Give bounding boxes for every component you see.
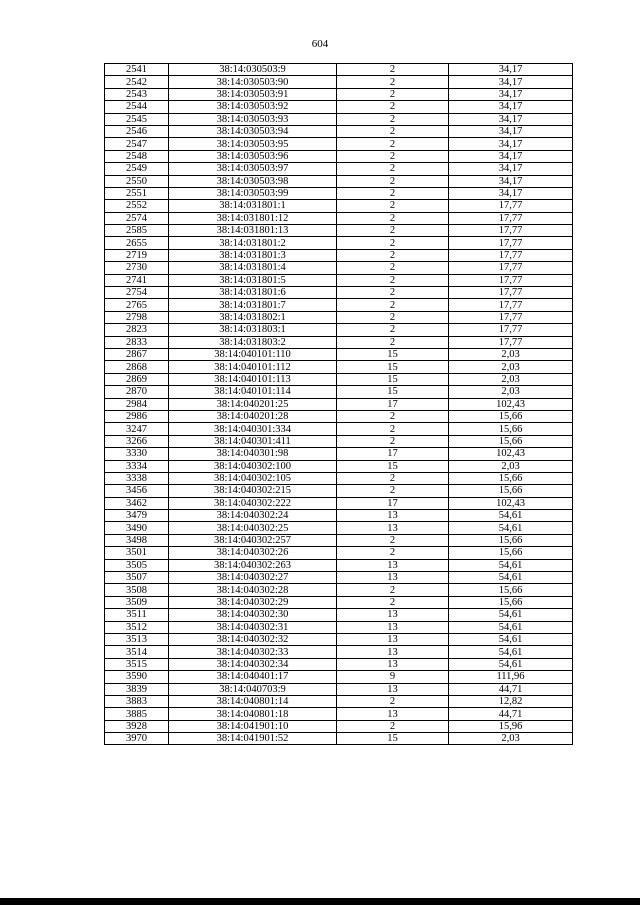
row-number-cell: 3883 xyxy=(105,695,169,707)
row-number-cell: 2544 xyxy=(105,101,169,113)
value-cell: 2,03 xyxy=(449,386,573,398)
row-number-cell: 3512 xyxy=(105,621,169,633)
row-number-cell: 2549 xyxy=(105,163,169,175)
cadastral-number-cell: 38:14:040101:114 xyxy=(169,386,337,398)
row-number-cell: 3490 xyxy=(105,522,169,534)
category-cell: 15 xyxy=(337,361,449,373)
table-row xyxy=(105,76,573,88)
category-cell: 2 xyxy=(337,125,449,137)
value-cell: 15,66 xyxy=(449,485,573,497)
row-number-cell: 3479 xyxy=(105,510,169,522)
value-cell: 54,61 xyxy=(449,572,573,584)
value-cell: 102,43 xyxy=(449,497,573,509)
row-number-cell: 3247 xyxy=(105,423,169,435)
row-number-cell: 2823 xyxy=(105,324,169,336)
cadastral-number-cell: 38:14:031801:4 xyxy=(169,262,337,274)
cadastral-register-table xyxy=(104,63,573,745)
table-row xyxy=(105,348,573,360)
row-number-cell: 2541 xyxy=(105,64,169,76)
row-number-cell: 2798 xyxy=(105,311,169,323)
value-cell: 2,03 xyxy=(449,460,573,472)
category-cell: 13 xyxy=(337,658,449,670)
table-row xyxy=(105,609,573,621)
table-row xyxy=(105,733,573,745)
table-row xyxy=(105,572,573,584)
table-row xyxy=(105,237,573,249)
value-cell: 15,66 xyxy=(449,547,573,559)
cadastral-number-cell: 38:14:041901:52 xyxy=(169,733,337,745)
table-row xyxy=(105,88,573,100)
row-number-cell: 3505 xyxy=(105,559,169,571)
row-number-cell: 3334 xyxy=(105,460,169,472)
row-number-cell: 3928 xyxy=(105,720,169,732)
value-cell: 15,96 xyxy=(449,720,573,732)
value-cell: 34,17 xyxy=(449,138,573,150)
value-cell: 17,77 xyxy=(449,200,573,212)
category-cell: 2 xyxy=(337,534,449,546)
row-number-cell: 3330 xyxy=(105,448,169,460)
table-body xyxy=(105,64,573,745)
table-row xyxy=(105,522,573,534)
cadastral-number-cell: 38:14:030503:91 xyxy=(169,88,337,100)
table-row xyxy=(105,386,573,398)
cadastral-number-cell: 38:14:031801:5 xyxy=(169,274,337,286)
value-cell: 17,77 xyxy=(449,324,573,336)
category-cell: 2 xyxy=(337,138,449,150)
cadastral-number-cell: 38:14:030503:92 xyxy=(169,101,337,113)
cadastral-number-cell: 38:14:040703:9 xyxy=(169,683,337,695)
cadastral-number-cell: 38:14:040301:411 xyxy=(169,435,337,447)
cadastral-number-cell: 38:14:040302:263 xyxy=(169,559,337,571)
value-cell: 17,77 xyxy=(449,225,573,237)
value-cell: 34,17 xyxy=(449,88,573,100)
cadastral-number-cell: 38:14:030503:95 xyxy=(169,138,337,150)
value-cell: 2,03 xyxy=(449,733,573,745)
cadastral-number-cell: 38:14:031803:1 xyxy=(169,324,337,336)
category-cell: 2 xyxy=(337,472,449,484)
value-cell: 111,96 xyxy=(449,671,573,683)
table-row xyxy=(105,448,573,460)
category-cell: 2 xyxy=(337,175,449,187)
row-number-cell: 2868 xyxy=(105,361,169,373)
cadastral-number-cell: 38:14:030503:99 xyxy=(169,187,337,199)
cadastral-number-cell: 38:14:030503:90 xyxy=(169,76,337,88)
value-cell: 15,66 xyxy=(449,472,573,484)
table-row xyxy=(105,559,573,571)
category-cell: 2 xyxy=(337,299,449,311)
row-number-cell: 3338 xyxy=(105,472,169,484)
cadastral-number-cell: 38:14:031801:2 xyxy=(169,237,337,249)
table-row xyxy=(105,150,573,162)
table-row xyxy=(105,138,573,150)
table-row xyxy=(105,646,573,658)
cadastral-number-cell: 38:14:031802:1 xyxy=(169,311,337,323)
row-number-cell: 3266 xyxy=(105,435,169,447)
value-cell: 15,66 xyxy=(449,534,573,546)
cadastral-number-cell: 38:14:040302:100 xyxy=(169,460,337,472)
table-row xyxy=(105,460,573,472)
table-row xyxy=(105,658,573,670)
cadastral-number-cell: 38:14:031801:3 xyxy=(169,249,337,261)
row-number-cell: 2719 xyxy=(105,249,169,261)
table-row xyxy=(105,113,573,125)
category-cell: 2 xyxy=(337,435,449,447)
category-cell: 13 xyxy=(337,510,449,522)
category-cell: 2 xyxy=(337,64,449,76)
category-cell: 2 xyxy=(337,187,449,199)
category-cell: 2 xyxy=(337,336,449,348)
row-number-cell: 3970 xyxy=(105,733,169,745)
category-cell: 2 xyxy=(337,150,449,162)
category-cell: 2 xyxy=(337,113,449,125)
cadastral-number-cell: 38:14:040302:26 xyxy=(169,547,337,559)
value-cell: 102,43 xyxy=(449,398,573,410)
cadastral-number-cell: 38:14:040801:14 xyxy=(169,695,337,707)
cadastral-number-cell: 38:14:040101:113 xyxy=(169,373,337,385)
row-number-cell: 3508 xyxy=(105,584,169,596)
value-cell: 17,77 xyxy=(449,336,573,348)
table-row xyxy=(105,101,573,113)
value-cell: 34,17 xyxy=(449,175,573,187)
page-number: 604 xyxy=(311,38,329,50)
category-cell: 2 xyxy=(337,311,449,323)
row-number-cell: 2870 xyxy=(105,386,169,398)
row-number-cell: 2543 xyxy=(105,88,169,100)
category-cell: 9 xyxy=(337,671,449,683)
category-cell: 13 xyxy=(337,559,449,571)
value-cell: 15,66 xyxy=(449,423,573,435)
value-cell: 44,71 xyxy=(449,708,573,720)
row-number-cell: 2551 xyxy=(105,187,169,199)
value-cell: 54,61 xyxy=(449,510,573,522)
table-row xyxy=(105,423,573,435)
table-row xyxy=(105,125,573,137)
table-row xyxy=(105,373,573,385)
cadastral-number-cell: 38:14:040201:28 xyxy=(169,410,337,422)
cadastral-number-cell: 38:14:031801:12 xyxy=(169,212,337,224)
category-cell: 13 xyxy=(337,572,449,584)
category-cell: 2 xyxy=(337,720,449,732)
category-cell: 2 xyxy=(337,485,449,497)
category-cell: 13 xyxy=(337,708,449,720)
category-cell: 2 xyxy=(337,88,449,100)
cadastral-number-cell: 38:14:040302:222 xyxy=(169,497,337,509)
row-number-cell: 3507 xyxy=(105,572,169,584)
row-number-cell: 2585 xyxy=(105,225,169,237)
table-row xyxy=(105,299,573,311)
table-row xyxy=(105,324,573,336)
category-cell: 2 xyxy=(337,76,449,88)
category-cell: 13 xyxy=(337,609,449,621)
category-cell: 13 xyxy=(337,646,449,658)
scan-bottom-edge xyxy=(0,898,640,905)
table-row xyxy=(105,534,573,546)
row-number-cell: 3515 xyxy=(105,658,169,670)
cadastral-number-cell: 38:14:040302:29 xyxy=(169,596,337,608)
value-cell: 54,61 xyxy=(449,633,573,645)
value-cell: 54,61 xyxy=(449,522,573,534)
value-cell: 54,61 xyxy=(449,658,573,670)
value-cell: 17,77 xyxy=(449,262,573,274)
cadastral-number-cell: 38:14:031801:7 xyxy=(169,299,337,311)
value-cell: 34,17 xyxy=(449,64,573,76)
category-cell: 15 xyxy=(337,460,449,472)
table-row xyxy=(105,225,573,237)
table-row xyxy=(105,175,573,187)
cadastral-number-cell: 38:14:040302:32 xyxy=(169,633,337,645)
cadastral-number-cell: 38:14:030503:93 xyxy=(169,113,337,125)
category-cell: 2 xyxy=(337,163,449,175)
table-row xyxy=(105,633,573,645)
row-number-cell: 3839 xyxy=(105,683,169,695)
category-cell: 2 xyxy=(337,547,449,559)
category-cell: 15 xyxy=(337,373,449,385)
table-row xyxy=(105,584,573,596)
category-cell: 13 xyxy=(337,633,449,645)
cadastral-number-cell: 38:14:040101:110 xyxy=(169,348,337,360)
cadastral-number-cell: 38:14:040302:34 xyxy=(169,658,337,670)
row-number-cell: 2545 xyxy=(105,113,169,125)
value-cell: 34,17 xyxy=(449,76,573,88)
category-cell: 2 xyxy=(337,249,449,261)
row-number-cell: 2730 xyxy=(105,262,169,274)
category-cell: 2 xyxy=(337,200,449,212)
cadastral-number-cell: 38:14:030503:9 xyxy=(169,64,337,76)
category-cell: 2 xyxy=(337,101,449,113)
table-row xyxy=(105,720,573,732)
value-cell: 17,77 xyxy=(449,299,573,311)
cadastral-number-cell: 38:14:040302:31 xyxy=(169,621,337,633)
value-cell: 34,17 xyxy=(449,113,573,125)
table-row xyxy=(105,485,573,497)
row-number-cell: 2546 xyxy=(105,125,169,137)
value-cell: 17,77 xyxy=(449,212,573,224)
table-row xyxy=(105,200,573,212)
cadastral-number-cell: 38:14:040302:30 xyxy=(169,609,337,621)
table-row xyxy=(105,497,573,509)
row-number-cell: 3514 xyxy=(105,646,169,658)
cadastral-number-cell: 38:14:040301:98 xyxy=(169,448,337,460)
value-cell: 102,43 xyxy=(449,448,573,460)
category-cell: 15 xyxy=(337,386,449,398)
value-cell: 15,66 xyxy=(449,596,573,608)
cadastral-number-cell: 38:14:040302:33 xyxy=(169,646,337,658)
row-number-cell: 3498 xyxy=(105,534,169,546)
category-cell: 2 xyxy=(337,584,449,596)
table-row xyxy=(105,361,573,373)
table-row xyxy=(105,64,573,76)
cadastral-number-cell: 38:14:040301:334 xyxy=(169,423,337,435)
cadastral-number-cell: 38:14:040201:25 xyxy=(169,398,337,410)
row-number-cell: 2754 xyxy=(105,287,169,299)
category-cell: 2 xyxy=(337,596,449,608)
value-cell: 34,17 xyxy=(449,187,573,199)
cadastral-number-cell: 38:14:031801:6 xyxy=(169,287,337,299)
value-cell: 2,03 xyxy=(449,373,573,385)
row-number-cell: 2869 xyxy=(105,373,169,385)
value-cell: 17,77 xyxy=(449,287,573,299)
row-number-cell: 2833 xyxy=(105,336,169,348)
value-cell: 15,66 xyxy=(449,410,573,422)
table-row xyxy=(105,596,573,608)
row-number-cell: 3513 xyxy=(105,633,169,645)
row-number-cell: 3511 xyxy=(105,609,169,621)
row-number-cell: 2542 xyxy=(105,76,169,88)
value-cell: 2,03 xyxy=(449,361,573,373)
row-number-cell: 3462 xyxy=(105,497,169,509)
row-number-cell: 2552 xyxy=(105,200,169,212)
value-cell: 2,03 xyxy=(449,348,573,360)
table-row xyxy=(105,336,573,348)
table-row xyxy=(105,311,573,323)
table-row xyxy=(105,262,573,274)
table-row xyxy=(105,274,573,286)
cadastral-number-cell: 38:14:040302:28 xyxy=(169,584,337,596)
cadastral-number-cell: 38:14:031803:2 xyxy=(169,336,337,348)
row-number-cell: 2765 xyxy=(105,299,169,311)
table-row xyxy=(105,621,573,633)
table-row xyxy=(105,435,573,447)
cadastral-number-cell: 38:14:040302:24 xyxy=(169,510,337,522)
table-row xyxy=(105,187,573,199)
table-row xyxy=(105,287,573,299)
row-number-cell: 2548 xyxy=(105,150,169,162)
row-number-cell: 2655 xyxy=(105,237,169,249)
row-number-cell: 2547 xyxy=(105,138,169,150)
value-cell: 54,61 xyxy=(449,621,573,633)
category-cell: 2 xyxy=(337,225,449,237)
cadastral-number-cell: 38:14:040302:257 xyxy=(169,534,337,546)
category-cell: 2 xyxy=(337,410,449,422)
cadastral-number-cell: 38:14:040302:215 xyxy=(169,485,337,497)
category-cell: 2 xyxy=(337,212,449,224)
value-cell: 15,66 xyxy=(449,435,573,447)
table-row xyxy=(105,249,573,261)
cadastral-number-cell: 38:14:040302:25 xyxy=(169,522,337,534)
category-cell: 13 xyxy=(337,683,449,695)
table-row xyxy=(105,212,573,224)
cadastral-number-cell: 38:14:030503:94 xyxy=(169,125,337,137)
row-number-cell: 3501 xyxy=(105,547,169,559)
category-cell: 15 xyxy=(337,348,449,360)
table-row xyxy=(105,683,573,695)
row-number-cell: 2741 xyxy=(105,274,169,286)
cadastral-number-cell: 38:14:040101:112 xyxy=(169,361,337,373)
table-row xyxy=(105,410,573,422)
category-cell: 2 xyxy=(337,274,449,286)
category-cell: 13 xyxy=(337,621,449,633)
category-cell: 17 xyxy=(337,398,449,410)
value-cell: 54,61 xyxy=(449,646,573,658)
value-cell: 34,17 xyxy=(449,163,573,175)
row-number-cell: 2984 xyxy=(105,398,169,410)
category-cell: 17 xyxy=(337,448,449,460)
value-cell: 44,71 xyxy=(449,683,573,695)
row-number-cell: 3885 xyxy=(105,708,169,720)
category-cell: 2 xyxy=(337,262,449,274)
cadastral-number-cell: 38:14:040801:18 xyxy=(169,708,337,720)
row-number-cell: 3456 xyxy=(105,485,169,497)
cadastral-number-cell: 38:14:040401:17 xyxy=(169,671,337,683)
row-number-cell: 2550 xyxy=(105,175,169,187)
category-cell: 2 xyxy=(337,695,449,707)
row-number-cell: 2867 xyxy=(105,348,169,360)
cadastral-number-cell: 38:14:040302:105 xyxy=(169,472,337,484)
category-cell: 2 xyxy=(337,237,449,249)
category-cell: 2 xyxy=(337,423,449,435)
category-cell: 15 xyxy=(337,733,449,745)
row-number-cell: 3509 xyxy=(105,596,169,608)
value-cell: 34,17 xyxy=(449,150,573,162)
category-cell: 17 xyxy=(337,497,449,509)
table-row xyxy=(105,163,573,175)
table-row xyxy=(105,472,573,484)
table-row xyxy=(105,695,573,707)
value-cell: 17,77 xyxy=(449,237,573,249)
category-cell: 13 xyxy=(337,522,449,534)
table-row xyxy=(105,547,573,559)
table-row xyxy=(105,510,573,522)
category-cell: 2 xyxy=(337,324,449,336)
row-number-cell: 2986 xyxy=(105,410,169,422)
category-cell: 2 xyxy=(337,287,449,299)
value-cell: 34,17 xyxy=(449,101,573,113)
value-cell: 17,77 xyxy=(449,311,573,323)
value-cell: 54,61 xyxy=(449,559,573,571)
cadastral-number-cell: 38:14:031801:13 xyxy=(169,225,337,237)
row-number-cell: 2574 xyxy=(105,212,169,224)
cadastral-number-cell: 38:14:030503:97 xyxy=(169,163,337,175)
table-row xyxy=(105,708,573,720)
value-cell: 17,77 xyxy=(449,274,573,286)
table-row xyxy=(105,398,573,410)
cadastral-number-cell: 38:14:030503:96 xyxy=(169,150,337,162)
cadastral-number-cell: 38:14:031801:1 xyxy=(169,200,337,212)
value-cell: 54,61 xyxy=(449,609,573,621)
value-cell: 12,82 xyxy=(449,695,573,707)
cadastral-number-cell: 38:14:041901:10 xyxy=(169,720,337,732)
value-cell: 17,77 xyxy=(449,249,573,261)
value-cell: 15,66 xyxy=(449,584,573,596)
row-number-cell: 3590 xyxy=(105,671,169,683)
cadastral-number-cell: 38:14:030503:98 xyxy=(169,175,337,187)
cadastral-number-cell: 38:14:040302:27 xyxy=(169,572,337,584)
table-row xyxy=(105,671,573,683)
value-cell: 34,17 xyxy=(449,125,573,137)
